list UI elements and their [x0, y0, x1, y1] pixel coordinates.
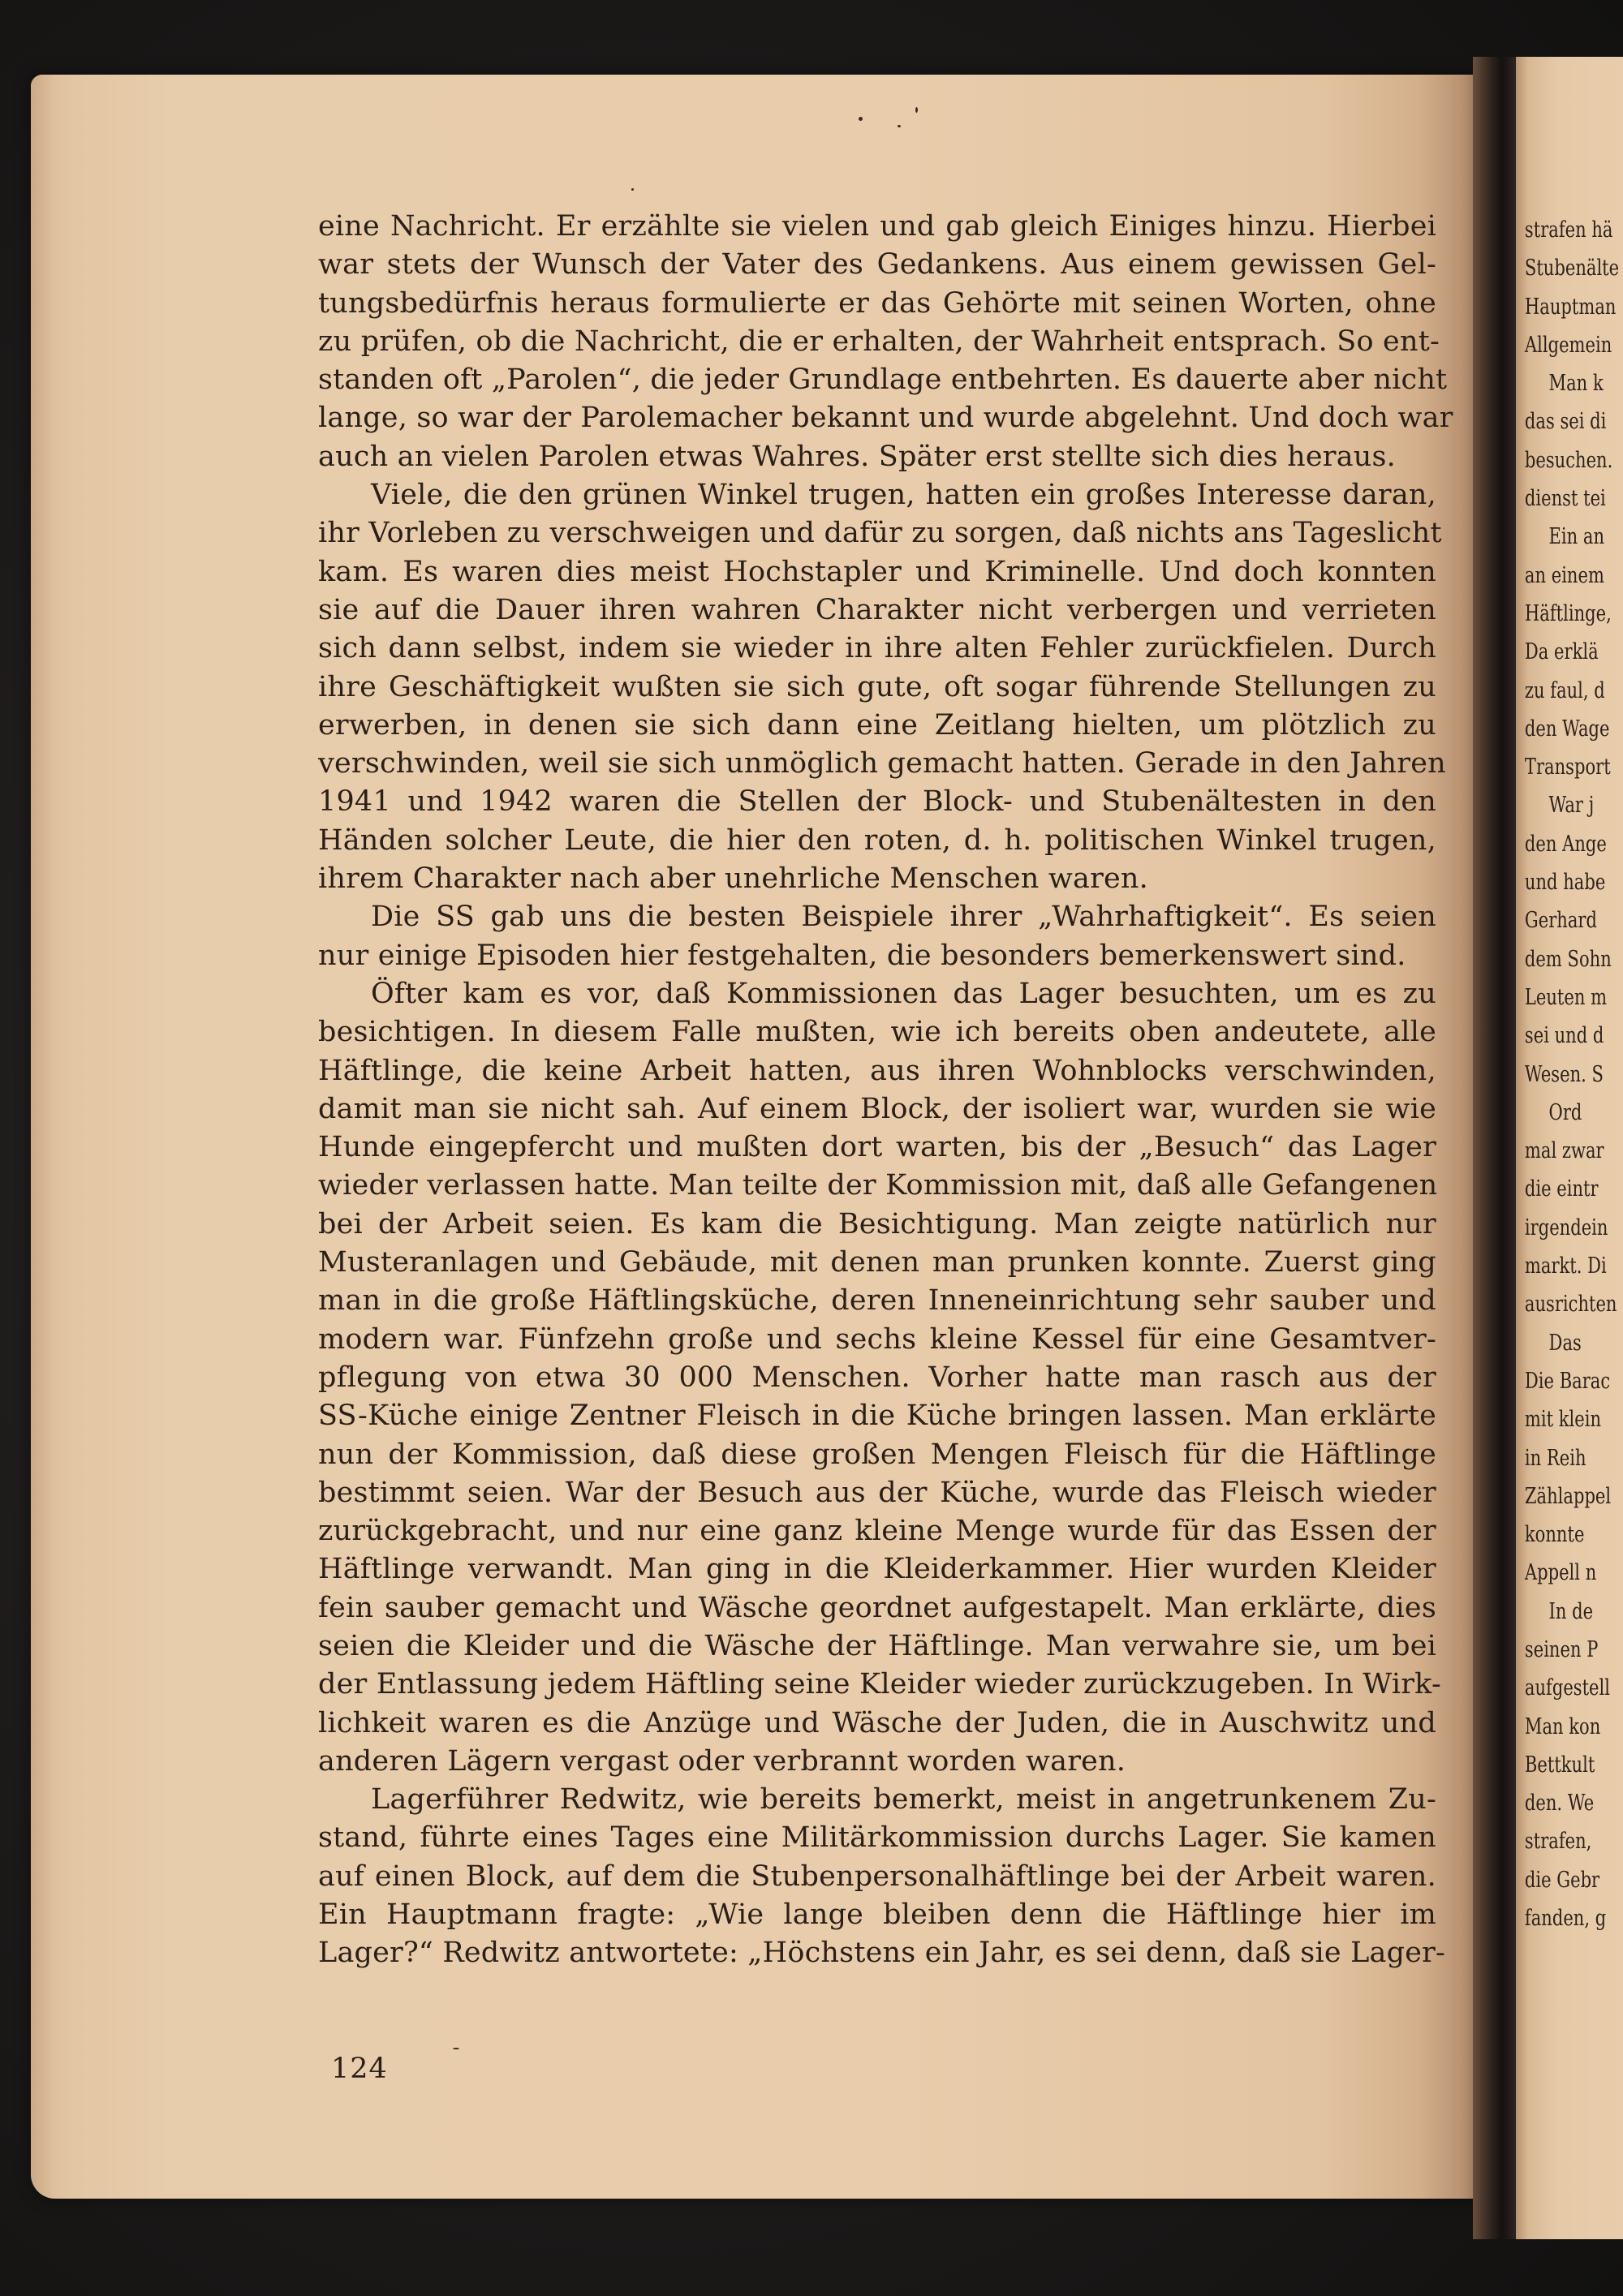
text-line: ihre Geschäftigkeit wußten sie sich gute, oft sogar führende Stellungen zu — [318, 670, 1436, 703]
text-line: Ein Hauptmann fragte: „Wie lange bleiben denn die Häftlinge hier im — [318, 1898, 1436, 1932]
facing-text-line: sei und d — [1524, 1023, 1604, 1049]
facing-text-line: den Wage — [1524, 716, 1610, 742]
text-line: ihr Vorleben zu verschweigen und dafür zu sorgen, daß nichts ans Tageslicht — [318, 517, 1442, 550]
facing-text-line: mit klein — [1524, 1407, 1602, 1433]
facing-text-line: strafen, — [1524, 1829, 1592, 1855]
text-line: sie auf die Dauer ihren wahren Charakter nicht verbergen und verrieten — [318, 593, 1436, 626]
facing-text-line: das sei di — [1524, 409, 1607, 435]
text-line: Die SS gab uns die besten Beispiele ihrer „Wahrhaftigkeit“. Es seien — [371, 901, 1436, 934]
facing-page — [1516, 57, 1623, 2239]
text-line: Musteranlagen und Gebäude, mit denen man prunken konnte. Zuerst ging — [318, 1246, 1436, 1279]
facing-text-line: besuchen. — [1524, 447, 1613, 473]
text-line: fein sauber gemacht und Wäsche geordnet aufgestapelt. Man erklärte, dies — [318, 1591, 1436, 1624]
facing-text-line: den. We — [1524, 1791, 1595, 1817]
facing-text-line: in Reih — [1524, 1445, 1586, 1471]
text-line: 1941 und 1942 waren die Stellen der Block- und Stubenältesten in den — [318, 785, 1436, 819]
facing-text-line: dem Sohn — [1524, 946, 1612, 972]
text-line: auch an vielen Parolen etwas Wahres. Später erst stellte sich dies heraus. — [318, 440, 1396, 473]
facing-text-line: ausrichten — [1524, 1292, 1617, 1318]
facing-text-line: Man k — [1548, 371, 1604, 397]
text-line: Häftlinge verwandt. Man ging in die Kleiderkammer. Hier wurden Kleider — [318, 1553, 1436, 1586]
facing-text-line: zu faul, d — [1524, 677, 1605, 703]
text-line: seien die Kleider und die Wäsche der Häftlinge. Man verwahre sie, um bei — [318, 1629, 1436, 1662]
text-line: Öfter kam es vor, daß Kommissionen das Lager besuchten, um es zu — [371, 977, 1436, 1010]
text-line: stand, führte eines Tages eine Militärkommission durchs Lager. Sie kamen — [318, 1821, 1436, 1855]
text-line: anderen Lägern vergast oder verbrannt worden waren. — [318, 1744, 1126, 1778]
facing-text-line: War j — [1548, 793, 1595, 819]
text-line: der Entlassung jedem Häftling seine Kleider wieder zurückzugeben. In Wirk- — [318, 1668, 1441, 1701]
facing-text-line: Die Barac — [1524, 1368, 1611, 1394]
text-line: lichkeit waren es die Anzüge und Wäsche der Juden, die in Auschwitz und — [318, 1706, 1436, 1739]
text-line: damit man sie nicht sah. Auf einem Block, der isoliert war, wurden sie wie — [318, 1092, 1436, 1125]
paper-speck — [915, 107, 918, 113]
facing-text-line: Man kon — [1524, 1713, 1601, 1739]
text-line: bei der Arbeit seien. Es kam die Besichtigung. Man zeigte natürlich nur — [318, 1207, 1436, 1240]
page-body-text — [318, 208, 1453, 1973]
text-line: pflegung von etwa 30 000 Menschen. Vorher hatte man rasch aus der — [318, 1361, 1436, 1394]
text-line: modern war. Fünfzehn große und sechs kleine Kessel für eine Gesamtver- — [318, 1322, 1436, 1356]
facing-text-line: konnte — [1524, 1522, 1585, 1548]
facing-text-line: irgendein — [1524, 1215, 1608, 1240]
text-line: Lagerführer Redwitz, wie bereits bemerkt, meist in angetrunkenem Zu- — [371, 1783, 1436, 1817]
book-gutter — [1473, 57, 1522, 2239]
text-line: nun der Kommission, daß diese großen Mengen Fleisch für die Häftlinge — [318, 1438, 1436, 1471]
text-line: erwerben, in denen sie sich dann eine Zeitlang hielten, um plötzlich zu — [318, 708, 1436, 742]
text-line: besichtigen. In diesem Falle mußten, wie ich bereits oben andeutete, alle — [318, 1016, 1436, 1049]
facing-text-line: den Ange — [1524, 831, 1607, 857]
facing-text-line: In de — [1548, 1598, 1594, 1624]
facing-text-line: Häftlinge, — [1524, 600, 1612, 626]
facing-text-line: Hauptman — [1524, 294, 1617, 320]
facing-text-line: die eintr — [1524, 1176, 1599, 1202]
facing-text-line: aufgestell — [1524, 1675, 1610, 1701]
text-line: zu prüfen, ob die Nachricht, die er erhalten, der Wahrheit entsprach. So ent- — [318, 325, 1440, 358]
facing-text-line: Allgemein — [1524, 332, 1612, 358]
text-line: war stets der Wunsch der Vater des Gedankens. Aus einem gewissen Gel- — [318, 248, 1436, 282]
text-line: lange, so war der Parolemacher bekannt und wurde abgelehnt. Und doch war — [318, 402, 1453, 435]
text-line: Viele, die den grünen Winkel trugen, hatten ein großes Interesse daran, — [371, 479, 1436, 512]
facing-text-line: Wesen. S — [1524, 1061, 1604, 1087]
text-line: Lager?“ Redwitz antwortete: „Höchstens ein Jahr, es sei denn, daß sie Lager- — [318, 1937, 1446, 1970]
facing-text-line: Leuten m — [1524, 984, 1608, 1010]
text-line: Häftlinge, die keine Arbeit hatten, aus ihren Wohnblocks verschwinden, — [318, 1054, 1436, 1087]
facing-text-line: Stubenälte — [1524, 256, 1620, 282]
text-line: eine Nachricht. Er erzählte sie vielen und gab gleich Einiges hinzu. Hierbei — [318, 210, 1436, 243]
text-line: bestimmt seien. War der Besuch aus der Küche, wurde das Fleisch wieder — [318, 1476, 1436, 1509]
page-number: 124 — [331, 2053, 388, 2085]
facing-text-line: Bettkult — [1524, 1752, 1595, 1778]
facing-text-line: mal zwar — [1524, 1138, 1604, 1164]
facing-text-line: die Gebr — [1524, 1867, 1600, 1893]
text-line: tungsbedürfnis heraus formulierte er das Gehörte mit seinen Worten, ohne — [318, 286, 1436, 320]
facing-text-line: Transport — [1524, 755, 1611, 780]
paper-speck — [631, 188, 634, 191]
facing-text-line: seinen P — [1524, 1636, 1599, 1662]
text-line: standen oft „Parolen“, die jeder Grundlage entbehrten. Es dauerte aber nicht — [318, 363, 1448, 397]
text-line: Händen solcher Leute, die hier den roten, d. h. politischen Winkel trugen, — [318, 823, 1436, 857]
facing-text-line: Zählappel — [1524, 1483, 1612, 1509]
facing-text-line: fanden, g — [1524, 1906, 1607, 1932]
text-line: sich dann selbst, indem sie wieder in ihre alten Fehler zurückfielen. Durch — [318, 632, 1436, 665]
facing-text-line: strafen hä — [1524, 217, 1613, 243]
facing-text-line: Da erklä — [1524, 639, 1599, 665]
facing-text-line: Gerhard — [1524, 908, 1597, 934]
facing-text-line: dienst tei — [1524, 486, 1606, 512]
text-line: wieder verlassen hatte. Man teilte der Kommission mit, daß alle Gefangenen — [318, 1169, 1438, 1202]
text-line: kam. Es waren dies meist Hochstapler und Kriminelle. Und doch konnten — [318, 555, 1436, 588]
text-line: zurückgebracht, und nur eine ganz kleine Menge wurde für das Essen der — [318, 1515, 1436, 1548]
facing-text-line: und habe — [1524, 870, 1606, 896]
text-line: man in die große Häftlingsküche, deren Inneneinrichtung sehr sauber und — [318, 1284, 1436, 1318]
text-line: nur einige Episoden hier festgehalten, die besonders bemerkenswert sind. — [318, 939, 1406, 972]
facing-text-line: an einem — [1524, 562, 1604, 588]
facing-text-line: Das — [1548, 1330, 1582, 1356]
text-line: Hunde eingepfercht und mußten dort warten, bis der „Besuch“ das Lager — [318, 1131, 1436, 1164]
facing-text-line: Ord — [1548, 1099, 1582, 1125]
text-line: auf einen Block, auf dem die Stubenpersonalhäftlinge bei der Arbeit waren. — [318, 1860, 1436, 1893]
facing-page-text — [1516, 211, 1619, 1937]
paper-speck — [453, 2048, 459, 2049]
text-line: verschwinden, weil sie sich unmöglich gemacht hatten. Gerade in den Jahren — [318, 747, 1446, 780]
facing-text-line: markt. Di — [1524, 1253, 1607, 1279]
text-line: ihrem Charakter nach aber unehrliche Menschen waren. — [318, 862, 1148, 896]
paper-speck — [859, 117, 863, 121]
facing-text-line: Appell n — [1524, 1560, 1597, 1586]
facing-text-line: Ein an — [1548, 524, 1605, 550]
paper-speck — [898, 125, 901, 127]
text-line: SS-Küche einige Zentner Fleisch in die Küche bringen lassen. Man erklärte — [318, 1400, 1436, 1433]
